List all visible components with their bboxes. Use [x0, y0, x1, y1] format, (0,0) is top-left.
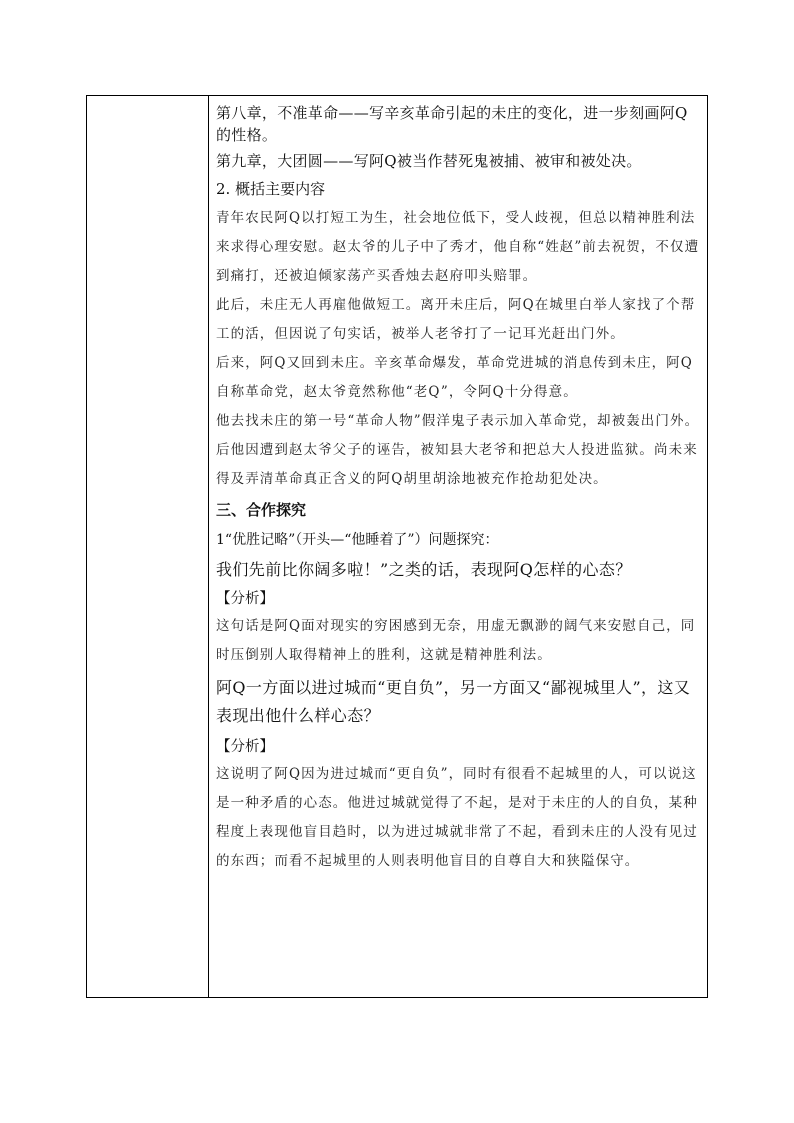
right-content-cell: [216, 102, 700, 876]
section-title: 三、合作探究: [216, 501, 307, 519]
summary-paragraph: 后来，阿Q又回到未庄。辛亥革命爆发，革命党进城的消息传到未庄，阿Q自称革命党，赵太爷竟然称他“老Q”，令阿Q十分得意。: [216, 355, 693, 400]
analysis-label: 【分析】: [216, 739, 274, 755]
chapter9: 第九章，大团圆——写阿Q被当作替死鬼被捕、被审和被处决。: [216, 152, 642, 170]
lesson-table: [86, 95, 708, 998]
summary-heading: 2. 概括主要内容: [216, 180, 326, 198]
column-divider: [208, 96, 209, 997]
analysis-text: 这句话是阿Q面对现实的穷困感到无奈，用虚无飘渺的阔气来安慰自己，同时压倒别人取得精神上的胜利，这就是精神胜利法。: [216, 618, 696, 663]
question-1-detail: 我们先前比你阔多啦！”之类的话，表现阿Q怎样的心态？: [216, 560, 632, 579]
analysis-label: 【分析】: [216, 591, 274, 607]
summary-paragraph: 他去找未庄的第一号“革命人物”假洋鬼子表示加入革命党，却被轰出门外。后他因遭到赵太爷父子的诬告，被知县大老爷和把总大人投进监狱。尚未来得及弄清革命真正含义的阿Q胡里胡涂地被充作抢劫犯处决。: [216, 413, 700, 487]
left-empty-cell: [87, 96, 208, 997]
analysis-text: 这说明了阿Q因为进过城而“更自负”，同时有很看不起城里的人，可以说这是一种矛盾的心态。他进过城就觉得了不起，是对于未庄的人的自负，某种程度上表现他盲目趋时，以为进过城就非常了不起，看到未庄的人没有见过的东西；而看不起城里的人则表明他盲目的自尊自大和狭隘保守。: [216, 766, 698, 869]
summary-paragraph: 此后，未庄无人再雇他做短工。离开未庄后，阿Q在城里白举人家找了个帮工的活，但因说了句实话，被举人老爷打了一记耳光赶出门外。: [216, 297, 696, 342]
summary-paragraph: 青年农民阿Q以打短工为生，社会地位低下，受人歧视，但总以精神胜利法来求得心理安慰。赵太爷的儿子中了秀才，他自称“姓赵”前去祝贺，不仅遭到痛打，还被迫倾家荡产买香烛去赵府叩头赔罪。: [216, 210, 700, 284]
question-1: 1“优胜记略”（开头—“他睡着了”）问题探究：: [216, 532, 499, 548]
question-2: 阿Q一方面以进过城而“更自负”，另一方面又“鄙视城里人”，这又表现出他什么样心态？: [216, 678, 691, 725]
chapter8-line2: 的性格。: [216, 126, 278, 144]
chapter8-line1: 第八章，不准革命——写辛亥革命引起的未庄的变化，进一步刻画阿Q: [216, 104, 688, 122]
